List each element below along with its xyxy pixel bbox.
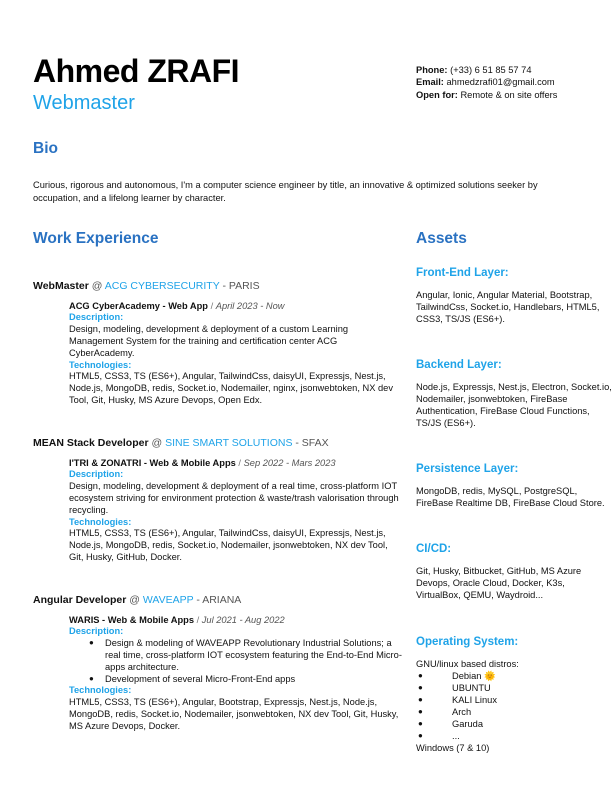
job-company: ACG CYBERSECURITY bbox=[104, 280, 220, 292]
job-entry bbox=[33, 437, 403, 564]
phone-value: (+33) 6 51 85 57 74 bbox=[450, 65, 532, 75]
job-title-line: Angular Developer @ WAVEAPP - ARIANA bbox=[33, 594, 242, 606]
asset-title: Persistence Layer: bbox=[416, 463, 519, 475]
list-item: ● Debian 🌞 bbox=[416, 671, 612, 683]
technologies-label: Technologies: bbox=[69, 359, 132, 370]
email-value: ahmedzrafi01@gmail.com bbox=[446, 77, 555, 88]
contact-availability: Open for: Remote & on site offers bbox=[416, 89, 558, 100]
job-role: WebMaster bbox=[33, 280, 89, 292]
bio-text: Curious, rigorous and autonomous, I'm a computer science engineer by title, an innovative & optimized solutions seeker by occupation, and a lifelong learner by character. bbox=[33, 180, 538, 203]
job-dates: Sep 2022 - Mars 2023 bbox=[243, 457, 336, 468]
assets-heading: Assets bbox=[416, 230, 467, 247]
contact-email: Email: ahmedzrafi01@gmail.com bbox=[416, 77, 555, 88]
job-technologies: HTML5, CSS3, TS (ES6+), Angular, TailwindCss, daisyUI, Expressjs, Nest.js, Node.js, MongoDB, redis, Socket.io, Nodemailer, nginx, jsonwebtoken, NX dev Tool, Git, Husky, MS Azure Devops, Open Edx. bbox=[69, 371, 394, 405]
asset-os bbox=[416, 636, 612, 755]
description-label: Description: bbox=[69, 312, 124, 323]
job-description: Design, modeling, development & deployment of a real time, cross-platform IOT ecosystem striving for environment protection & waste/trash valorisation through recycling. bbox=[69, 481, 399, 515]
job-dates: April 2023 - Now bbox=[215, 300, 285, 311]
list-item: ● UBUNTU bbox=[416, 683, 612, 695]
asset-title: Backend Layer: bbox=[416, 359, 502, 371]
asset-persistence bbox=[416, 463, 612, 510]
asset-text: MongoDB, redis, MySQL, PostgreSQL, FireBase Realtime DB, FireBase Cloud Store. bbox=[416, 485, 605, 508]
job-location: - SFAX bbox=[295, 437, 329, 449]
asset-backend bbox=[416, 359, 612, 430]
job-location: - ARIANA bbox=[196, 594, 242, 606]
asset-text: Angular, Ionic, Angular Material, Bootstrap, TailwindCss, Socket.io, Handlebars, HTML5, CSS3, TS/JS (ES6+). bbox=[416, 289, 600, 324]
person-title: Webmaster bbox=[33, 92, 135, 114]
job-title-line: WebMaster @ ACG CYBERSECURITY - PARIS bbox=[33, 280, 260, 292]
list-item: ● Design & modeling of WAVEAPP Revolutionary Industrial Solutions; a real time, cross-platform IOT ecosystem featuring the End-to-End Micro-apps architecture. bbox=[89, 638, 403, 673]
job-entry bbox=[33, 594, 403, 733]
asset-text: Git, Husky, Bitbucket, GitHub, MS Azure Devops, Oracle Cloud, Docker, K3s, VirtualBox, QEMU, Waydroid... bbox=[416, 565, 582, 600]
list-item: ● Development of several Micro-Front-End apps bbox=[89, 674, 403, 686]
job-title-line: MEAN Stack Developer @ SINE SMART SOLUTIONS - SFAX bbox=[33, 437, 329, 449]
technologies-label: Technologies: bbox=[69, 685, 132, 696]
job-technologies: HTML5, CSS3, TS (ES6+), Angular, TailwindCss, daisyUI, Expressjs, Nest.js, Node.js, MongoDB, redis, Socket.io, Nodemailer, jsonwebtoken, NX dev Tool, Git, Husky, GitHub, Docker. bbox=[69, 528, 388, 562]
list-item: ● ... bbox=[416, 731, 612, 743]
asset-frontend bbox=[416, 267, 612, 326]
bio-heading: Bio bbox=[33, 140, 58, 157]
job-company: WAVEAPP bbox=[142, 594, 194, 606]
job-location: - PARIS bbox=[222, 280, 260, 292]
asset-title: Front-End Layer: bbox=[416, 267, 509, 279]
os-distro-list bbox=[416, 671, 612, 743]
asset-title: CI/CD: bbox=[416, 543, 452, 555]
os-windows: Windows (7 & 10) bbox=[416, 742, 490, 753]
job-project: I'TRI & ZONATRI - Web & Mobile Apps / Sep 2022 - Mars 2023 bbox=[69, 457, 336, 468]
os-intro: GNU/linux based distros: bbox=[416, 658, 519, 669]
list-item: ● KALI Linux bbox=[416, 695, 612, 707]
job-project: ACG CyberAcademy - Web App / April 2023 - Now bbox=[69, 300, 285, 311]
job-role: MEAN Stack Developer bbox=[33, 437, 149, 449]
asset-cicd bbox=[416, 543, 612, 602]
job-role: Angular Developer bbox=[33, 594, 127, 606]
job-details bbox=[69, 615, 403, 733]
work-heading: Work Experience bbox=[33, 230, 159, 247]
job-details bbox=[69, 458, 403, 564]
contact-phone: Phone: (+33) 6 51 85 57 74 bbox=[416, 65, 532, 75]
person-name: Ahmed ZRAFI bbox=[33, 53, 240, 89]
job-dates: Jul 2021 - Aug 2022 bbox=[201, 614, 285, 625]
contact-block bbox=[416, 64, 606, 101]
job-description-list bbox=[89, 638, 403, 685]
asset-title: Operating System: bbox=[416, 636, 519, 648]
job-project: WARIS - Web & Mobile Apps / Jul 2021 - Aug 2022 bbox=[69, 614, 285, 625]
job-details bbox=[69, 301, 403, 407]
job-entry bbox=[33, 280, 403, 407]
availability-value: Remote & on site offers bbox=[460, 89, 558, 100]
asset-text: Node.js, Expressjs, Nest.js, Electron, Socket.io, Nodemailer, jsonwebtoken, FireBase Authentication, FireBase Cloud Functions, TS/JS (ES6+). bbox=[416, 381, 612, 428]
job-technologies: HTML5, CSS3, TS (ES6+), Angular, Bootstrap, Expressjs, Nest.js, Node.js, MongoDB, redis, Socket.io, Nodemailer, jsonwebtoken, NX dev Tool, Git, Husky, MS Azure Devops, Docker. bbox=[69, 697, 399, 731]
description-label: Description: bbox=[69, 469, 124, 480]
job-company: SINE SMART SOLUTIONS bbox=[165, 437, 293, 449]
list-item: ● Garuda bbox=[416, 719, 612, 731]
technologies-label: Technologies: bbox=[69, 516, 132, 527]
job-description: Design, modeling, development & deployment of a custom Learning Management System for the training and certification center ACG CyberAcademy. bbox=[69, 324, 349, 358]
asset-text bbox=[416, 659, 612, 755]
list-item: ● Arch bbox=[416, 707, 612, 719]
sun-icon: 🌞 bbox=[484, 670, 496, 681]
description-label: Description: bbox=[69, 626, 124, 637]
